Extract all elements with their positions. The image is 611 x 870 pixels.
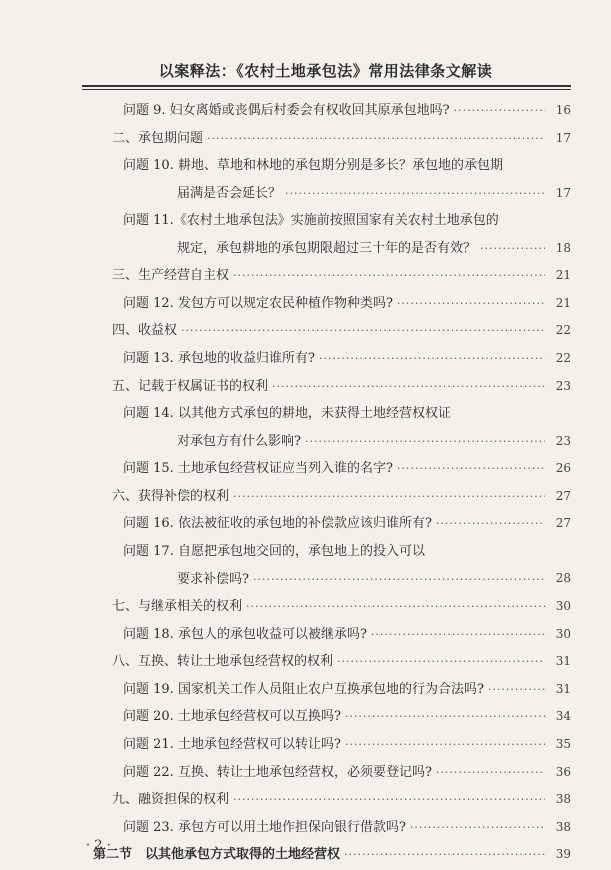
toc-entry-title: 六、获得补偿的权利 [112, 488, 230, 504]
table-of-contents [0, 97, 611, 869]
toc-entry-line [123, 703, 549, 731]
leader-dots [337, 648, 545, 676]
toc-page-number: 31 [555, 681, 571, 696]
toc-entry-title: 四、收益权 [112, 323, 178, 339]
toc-entry-title: 对承包方有什么影响? [177, 433, 301, 449]
toc-section-entry [0, 125, 611, 153]
toc-entry-title: 问题 16. 依法被征收的承包地的补偿款应该归谁所有? [123, 516, 432, 532]
toc-entry-title: 第二节 以其他承包方式取得的土地经营权 [93, 847, 341, 863]
toc-question-entry [0, 290, 611, 318]
toc-entry-line [93, 841, 549, 869]
toc-page-number: 17 [555, 185, 571, 200]
toc-question-entry [0, 621, 611, 649]
toc-section-entry [0, 373, 611, 401]
page-number: · 2 · [86, 838, 111, 853]
toc-entry-line [123, 814, 549, 842]
toc-question-entry [0, 207, 611, 262]
leader-dots [207, 125, 545, 153]
toc-page-number: 38 [555, 792, 571, 807]
toc-entry-line [123, 207, 549, 235]
toc-entry-title: 问题 18. 承包人的承包收益可以被继承吗? [123, 626, 367, 642]
toc-entry-title: 三、生产经营自主权 [112, 268, 230, 284]
toc-entry-title: 七、与继承相关的权利 [112, 598, 243, 614]
toc-page-number: 26 [555, 461, 571, 476]
toc-entry-title: 问题 10. 耕地、草地和林地的承包期分别是多长？承包地的承包期 [123, 158, 503, 174]
toc-page-number: 30 [555, 626, 571, 641]
leader-dots [488, 676, 545, 704]
leader-dots [305, 428, 545, 456]
toc-entry-title: 九、融资担保的权利 [112, 792, 230, 808]
leader-dots [344, 841, 545, 869]
toc-question-entry [0, 703, 611, 731]
leader-dots [345, 731, 545, 759]
toc-section-entry [0, 483, 611, 511]
toc-entry-title: 问题 9. 妇女离婚或丧偶后村委会有权收回其原承包地吗? [123, 103, 450, 118]
leader-dots [410, 814, 545, 842]
leader-dots [181, 317, 545, 345]
leader-dots [272, 373, 545, 401]
toc-page-number: 28 [555, 571, 571, 586]
toc-entry-line [112, 317, 549, 345]
running-header: 以案释法：《农村土地承包法》常用法律条文解读 [158, 62, 493, 80]
header-rule-thin [82, 89, 571, 90]
toc-page-number: 18 [555, 240, 571, 255]
toc-entry-title: 届满是否会延长？ [177, 185, 282, 201]
leader-dots [233, 483, 545, 511]
leader-dots [246, 593, 545, 621]
toc-question-entry [0, 97, 611, 125]
toc-section-entry [0, 786, 611, 814]
leader-dots [454, 97, 545, 125]
toc-entry-title: 问题 22. 互换、转让土地承包经营权，必须要登记吗? [123, 764, 432, 780]
toc-entry-line [123, 455, 549, 483]
leader-dots [397, 290, 545, 318]
toc-page-number: 23 [555, 433, 571, 448]
leader-dots [436, 759, 545, 787]
toc-question-entry [0, 731, 611, 759]
toc-question-entry [0, 538, 611, 593]
toc-entry-line [177, 566, 549, 594]
leader-dots [319, 345, 545, 373]
toc-entry-line [123, 97, 549, 125]
leader-dots [233, 262, 545, 290]
toc-entry-line [123, 152, 549, 180]
toc-page-number: 22 [555, 323, 571, 338]
toc-section-entry [0, 648, 611, 676]
toc-entry-line [123, 676, 549, 704]
toc-entry-line [177, 428, 549, 456]
toc-entry-line [123, 290, 549, 318]
toc-entry-title: 问题 14. 以其他方式承包的耕地，未获得土地经营权权证 [123, 406, 451, 422]
toc-page-number: 36 [555, 764, 571, 779]
toc-page-number: 31 [555, 654, 571, 669]
toc-entry-line [112, 593, 549, 621]
leader-dots [480, 235, 545, 263]
toc-entry-title: 问题 21. 土地承包经营权可以转让吗? [123, 736, 341, 752]
toc-entry-title: 问题 15. 土地承包经营权证应当列入谁的名字? [123, 461, 393, 477]
toc-page-number: 21 [555, 268, 571, 283]
toc-page-number: 34 [555, 709, 571, 724]
toc-entry-line [112, 125, 549, 153]
toc-entry-line [123, 538, 549, 566]
toc-question-entry [0, 455, 611, 483]
toc-page-number: 23 [555, 378, 571, 393]
toc-entry-title: 问题 12. 发包方可以规定农民种植作物种类吗? [123, 295, 393, 311]
leader-dots [371, 621, 545, 649]
toc-entry-title: 要求补偿吗? [177, 571, 249, 587]
toc-page-number: 16 [555, 103, 571, 117]
leader-dots [233, 786, 545, 814]
toc-entry-line [112, 262, 549, 290]
toc-entry-title: 规定，承包耕地的承包期限超过三十年的是否有效？ [177, 240, 477, 256]
toc-entry-line [112, 483, 549, 511]
leader-dots [345, 703, 545, 731]
toc-question-entry [0, 676, 611, 704]
toc-entry-line [177, 235, 549, 263]
toc-entry-line [123, 400, 549, 428]
leader-dots [397, 455, 545, 483]
header-rule [82, 85, 571, 87]
leader-dots [285, 180, 545, 208]
toc-entry-line [123, 510, 549, 538]
toc-page-number: 27 [555, 488, 571, 503]
toc-section-entry [0, 593, 611, 621]
toc-section-entry [0, 262, 611, 290]
toc-entry-title: 问题 23. 承包方可以用土地作担保向银行借款吗? [123, 819, 406, 835]
toc-entry-line [123, 759, 549, 787]
toc-question-entry [0, 152, 611, 207]
toc-entry-line [112, 373, 549, 401]
toc-entry-title: 问题 17. 自愿把承包地交回的，承包地上的投入可以 [123, 543, 425, 559]
toc-entry-line [123, 345, 549, 373]
toc-page-number: 39 [555, 847, 571, 862]
toc-entry-title: 二、承包期问题 [112, 130, 204, 146]
toc-question-entry [0, 345, 611, 373]
toc-entry-line [123, 621, 549, 649]
toc-entry-title: 问题 11.《农村土地承包法》实施前按照国家有关农村土地承包的 [123, 213, 499, 229]
toc-question-entry [0, 510, 611, 538]
toc-entry-line [112, 786, 549, 814]
toc-page-number: 21 [555, 295, 571, 310]
leader-dots [436, 510, 545, 538]
toc-page-number: 38 [555, 819, 571, 834]
leader-dots [253, 566, 545, 594]
toc-question-entry [0, 400, 611, 455]
toc-entry-line [112, 648, 549, 676]
toc-entry-line [177, 180, 549, 208]
toc-page-number: 17 [555, 130, 571, 145]
toc-section-entry [0, 317, 611, 345]
toc-page-number: 27 [555, 516, 571, 531]
toc-entry-title: 五、记载于权属证书的权利 [112, 378, 269, 394]
toc-entry-title: 八、互换、转让土地承包经营权的权利 [112, 654, 334, 670]
toc-page-number: 22 [555, 350, 571, 365]
toc-entry-title: 问题 20. 土地承包经营权可以互换吗? [123, 709, 341, 725]
toc-entry-title: 问题 19. 国家机关工作人员阻止农户互换承包地的行为合法吗? [123, 681, 484, 697]
toc-page-number: 35 [555, 736, 571, 751]
toc-question-entry [0, 759, 611, 787]
toc-page-number: 30 [555, 598, 571, 613]
toc-entry-line [123, 731, 549, 759]
toc-entry-title: 问题 13. 承包地的收益归谁所有? [123, 350, 315, 366]
